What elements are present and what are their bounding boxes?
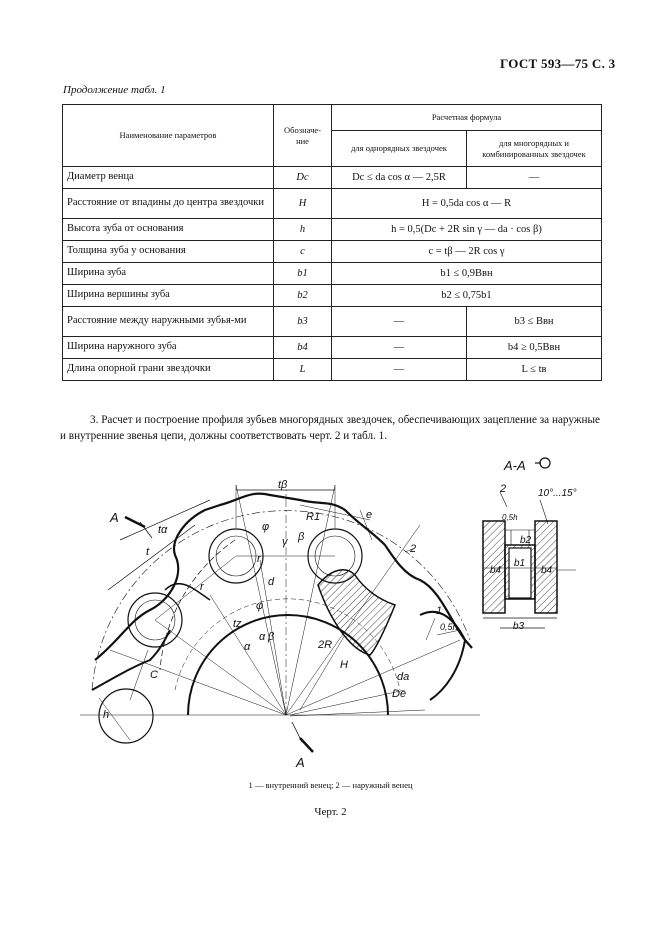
label-d: d <box>268 576 275 588</box>
param-name: Толщина зуба у основания <box>63 241 274 263</box>
label-A-bottom: А <box>296 755 305 770</box>
label-t-beta: tβ <box>278 479 288 491</box>
label-beta-top: β <box>298 531 305 543</box>
formula-single: — <box>332 307 467 337</box>
formula-single: Dс ≤ dа cos α — 2,5R <box>332 167 467 189</box>
col-header-formula: Расчетная формула <box>332 105 602 131</box>
label-angle: 10°...15° <box>538 488 577 499</box>
formula: b1 ≤ 0,9Bвн <box>332 263 602 285</box>
label-05h-section: 0,5h <box>502 513 518 522</box>
formula-single: — <box>332 337 467 359</box>
formula: b2 ≤ 0,75b1 <box>332 285 602 307</box>
label-t: t <box>146 546 150 558</box>
col-header-multi-row: для многорядных и комбинированных звездочек <box>467 131 602 167</box>
label-beta: β <box>268 631 275 643</box>
param-symbol: H <box>274 189 332 219</box>
label-b3: b3 <box>513 621 525 632</box>
param-name: Высота зуба от основания <box>63 219 274 241</box>
label-b4-right: b4 <box>541 565 553 576</box>
figure-legend: 1 — внутренний венец; 2 — наружный венец <box>248 780 413 790</box>
param-symbol: L <box>274 359 332 381</box>
label-r: r <box>257 553 261 565</box>
label-2-section: 2 <box>500 483 507 495</box>
param-name: Расстояние от впадины до центра звездочки <box>63 189 274 219</box>
label-t-alpha: tα <box>158 524 168 536</box>
label-C: C <box>150 669 158 681</box>
param-name: Ширина зуба <box>63 263 274 285</box>
param-name: Ширина наружного зуба <box>63 337 274 359</box>
formula-single: — <box>332 359 467 381</box>
param-symbol: h <box>274 219 332 241</box>
label-b1: b1 <box>514 558 526 569</box>
label-De: Dе <box>392 688 407 700</box>
figure-caption: Черт. 2 <box>314 806 347 818</box>
label-b4-left: b4 <box>490 565 502 576</box>
table-continuation-note: Продолжение табл. 1 <box>63 84 166 96</box>
label-phi-2: φ <box>256 600 264 612</box>
param-symbol: b4 <box>274 337 332 359</box>
param-name: Расстояние между наружными зубья-ми <box>63 307 274 337</box>
param-name: Ширина вершины зуба <box>63 285 274 307</box>
param-symbol: b3 <box>274 307 332 337</box>
formula-multi: b4 ≥ 0,5Bвн <box>467 337 602 359</box>
label-1: 1 <box>436 605 443 617</box>
param-symbol: b1 <box>274 263 332 285</box>
label-r-small: r <box>200 581 204 593</box>
label-A-top: А <box>110 510 119 525</box>
param-symbol: Dc <box>274 167 332 189</box>
param-symbol: b2 <box>274 285 332 307</box>
page-header: ГОСТ 593—75 С. 3 <box>500 56 616 71</box>
col-header-single-row: для однорядных звездочек <box>332 131 467 167</box>
param-name: Диаметр венца <box>63 167 274 189</box>
label-h: h <box>103 709 110 721</box>
label-section: А-А <box>504 458 526 473</box>
col-header-name: Наименование параметров <box>63 105 274 167</box>
formula: h = 0,5(Dс + 2R sin γ — dа · cos β) <box>332 219 602 241</box>
formula: H = 0,5dа cos α — R <box>332 189 602 219</box>
label-tz: tz <box>233 618 242 630</box>
label-phi: φ <box>262 521 270 533</box>
body-paragraph: 3. Расчет и построение профиля зубьев многорядных звездочек, обеспечивающих зацепление за наружные и внутренние звенья цепи, должны соответствовать черт. 2 и табл. 1. <box>60 414 600 443</box>
label-e: e <box>366 509 373 521</box>
main-view <box>80 485 480 752</box>
param-name: Длина опорной грани звездочки <box>63 359 274 381</box>
formula: c = tβ — 2R cos γ <box>332 241 602 263</box>
formula-multi: — <box>467 167 602 189</box>
label-H: H <box>340 659 348 671</box>
label-R1: R1 <box>306 511 321 523</box>
label-gamma: γ <box>282 536 288 548</box>
formula-multi: L ≤ tв <box>467 359 602 381</box>
label-2: 2 <box>410 543 417 555</box>
label-05h: 0,5h <box>440 622 458 632</box>
param-symbol: c <box>274 241 332 263</box>
label-alpha: α <box>259 631 266 643</box>
label-b2: b2 <box>520 535 532 546</box>
label-da: dа <box>397 671 410 683</box>
label-2R: 2R <box>318 639 333 651</box>
formula-multi: b3 ≤ Bвн <box>467 307 602 337</box>
label-alpha-2: α <box>244 641 251 653</box>
col-header-symbol: Обозначе-ние <box>274 105 332 167</box>
